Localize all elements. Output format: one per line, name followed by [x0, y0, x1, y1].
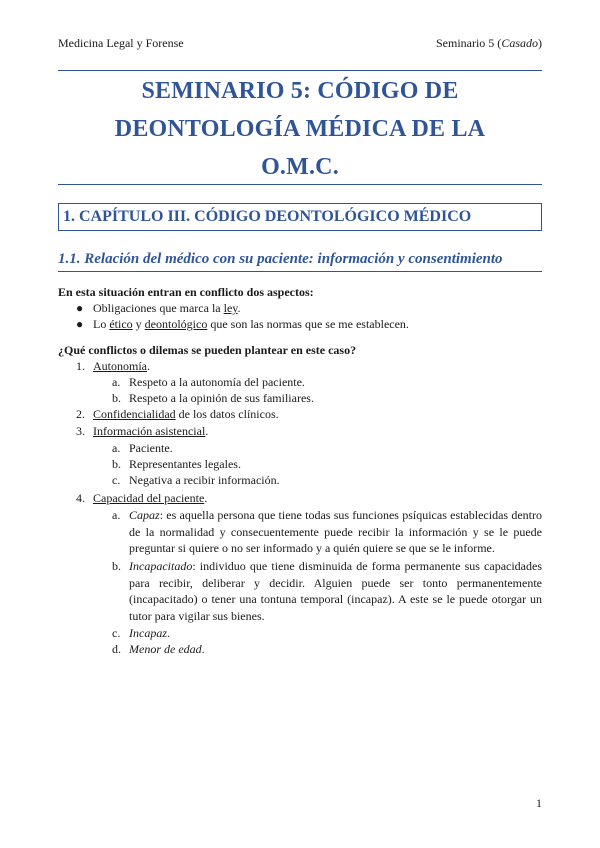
capable-definition: Capaz: es aquella persona que tiene todas sus funciones psíquicas establecidas dentro de la normalidad y consecuentemente puede recibir la información y se le puede preguntar si quiere o no ser informado y a quién quiere se que se le informe.: [129, 508, 542, 555]
list-marker: d.: [112, 642, 121, 656]
bullet-icon: ●: [76, 301, 84, 315]
bullet-ethics: Lo ético y deontológico que son las normas que se me establecen.: [93, 317, 409, 331]
question-heading: ¿Qué conflictos o dilemas se pueden plantear en este caso?: [58, 343, 357, 357]
bullet-law: Obligaciones que marca la ley.: [93, 301, 241, 315]
page-header: [58, 36, 542, 51]
list-item-information: Información asistencial.: [93, 424, 209, 438]
list-marker: 2.: [76, 407, 85, 421]
autonomy-link[interactable]: Autonomía: [93, 359, 147, 373]
list-item-autonomy: Autonomía.: [93, 359, 150, 373]
information-link[interactable]: Información asistencial: [93, 424, 206, 438]
list-marker: 4.: [76, 491, 85, 505]
sub-item-minor: Menor de edad.: [129, 642, 205, 656]
list-item-confidentiality: Confidencialidad de los datos clínicos.: [93, 407, 279, 421]
header-course: Medicina Legal y Forense: [58, 36, 184, 50]
page-title: SEMINARIO 5: CÓDIGO DE DEONTOLOGÍA MÉDICA DE LA O.M.C.: [114, 78, 486, 180]
list-item-capacity: Capacidad del paciente.: [93, 491, 208, 505]
bullet-icon: ●: [76, 317, 84, 331]
conflict-intro: En esta situación entran en conflicto dos aspectos:: [58, 285, 314, 299]
list-marker: a.: [112, 375, 121, 389]
header-seminar: Seminario 5 (Casado): [435, 36, 542, 50]
confidentiality-link[interactable]: Confidencialidad: [93, 407, 176, 421]
chapter-heading: 1. CAPÍTULO III. CÓDIGO DEONTOLÓGICO MÉDICO: [58, 203, 542, 231]
sub-item: Paciente.: [129, 441, 173, 455]
list-marker: b.: [112, 559, 121, 573]
list-marker: b.: [112, 391, 121, 405]
law-link[interactable]: ley: [223, 301, 238, 315]
title-bottom-rule: [58, 184, 542, 185]
sub-item: Respeto a la opinión de sus familiares.: [129, 391, 314, 405]
sub-item: Negativa a recibir información.: [129, 473, 280, 487]
page-number: 1: [536, 796, 542, 810]
sub-item: Representantes legales.: [129, 457, 241, 471]
list-marker: a.: [112, 441, 121, 455]
list-marker: a.: [112, 508, 121, 522]
title-top-rule: [58, 70, 542, 71]
section-heading: 1.1. Relación del médico con su paciente: información y consentimiento: [58, 251, 542, 272]
capacity-link[interactable]: Capacidad del paciente: [93, 491, 205, 505]
sub-item-incapable: Incapaz.: [129, 626, 170, 640]
list-marker: b.: [112, 457, 121, 471]
incapacitated-definition: Incapacitado: individuo que tiene disminuida de forma permanente sus capacidades para recibir, deliberar y decidir. Alguien puede ser tonto permanentemente (incapacitado) o tener una tontuna temporal (incapaz). A este se le puede otorgar un tutor para vigilar sus bienes.: [129, 559, 542, 623]
sub-item: Respeto a la autonomía del paciente.: [129, 375, 305, 389]
list-marker: 1.: [76, 359, 85, 373]
list-marker: c.: [112, 473, 121, 487]
list-marker: c.: [112, 626, 121, 640]
ethics-link[interactable]: ético: [109, 317, 133, 331]
deontology-link[interactable]: deontológico: [144, 317, 208, 331]
list-marker: 3.: [76, 424, 85, 438]
